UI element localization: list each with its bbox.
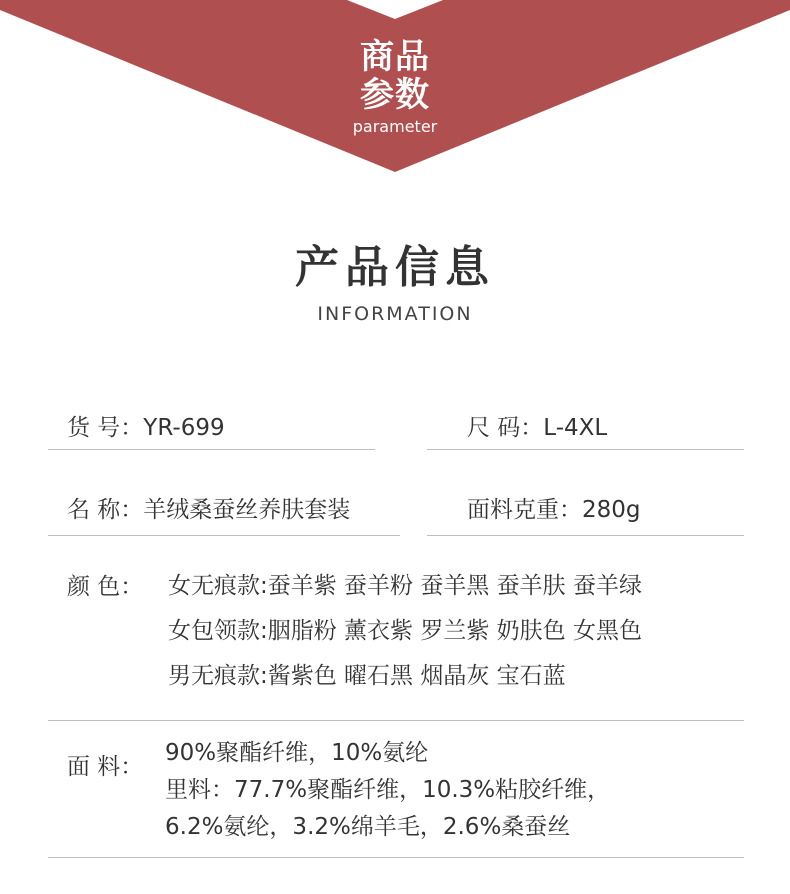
product-name-field: 名 称：羊绒桑蚕丝养肤套装 bbox=[67, 497, 351, 523]
color-label: 颜 色： bbox=[67, 574, 144, 600]
material-details bbox=[165, 735, 610, 846]
divider-fabric-weight bbox=[427, 535, 744, 536]
banner-subtitle: parameter bbox=[352, 117, 438, 136]
banner-title-line1: 商品 bbox=[360, 37, 430, 77]
material-line-outer: 90%聚酯纤维，10%氨纶 bbox=[165, 740, 429, 766]
material-label: 面 料： bbox=[67, 754, 144, 780]
color-line-women-collar: 女包领款:胭脂粉 薰衣紫 罗兰紫 奶肤色 女黑色 bbox=[168, 618, 642, 644]
divider-product-name bbox=[48, 535, 400, 536]
size-field: 尺 码：L-4XL bbox=[467, 415, 608, 441]
color-line-men-seamless: 男无痕款:酱紫色 曜石黑 烟晶灰 宝石蓝 bbox=[168, 663, 566, 689]
fabric-weight-field: 面料克重：280g bbox=[467, 497, 641, 523]
info-subtitle: INFORMATION bbox=[317, 303, 473, 325]
color-options bbox=[168, 564, 642, 699]
divider-item-number bbox=[48, 449, 375, 450]
color-line-women-seamless: 女无痕款:蚕羊紫 蚕羊粉 蚕羊黑 蚕羊肤 蚕羊绿 bbox=[168, 573, 642, 599]
parameter-banner bbox=[0, 0, 790, 180]
info-title: 产品信息 bbox=[295, 242, 495, 293]
banner-title-line2: 参数 bbox=[360, 75, 430, 115]
item-number-field: 货 号：YR-699 bbox=[67, 415, 225, 441]
material-line-lining-cont: 6.2%氨纶，3.2%绵羊毛，2.6%桑蚕丝 bbox=[165, 814, 571, 840]
divider-size bbox=[427, 449, 744, 450]
material-line-lining: 里料：77.7%聚酯纤维，10.3%粘胶纤维， bbox=[165, 777, 611, 803]
divider-material bbox=[48, 857, 744, 858]
divider-colors bbox=[48, 720, 744, 721]
